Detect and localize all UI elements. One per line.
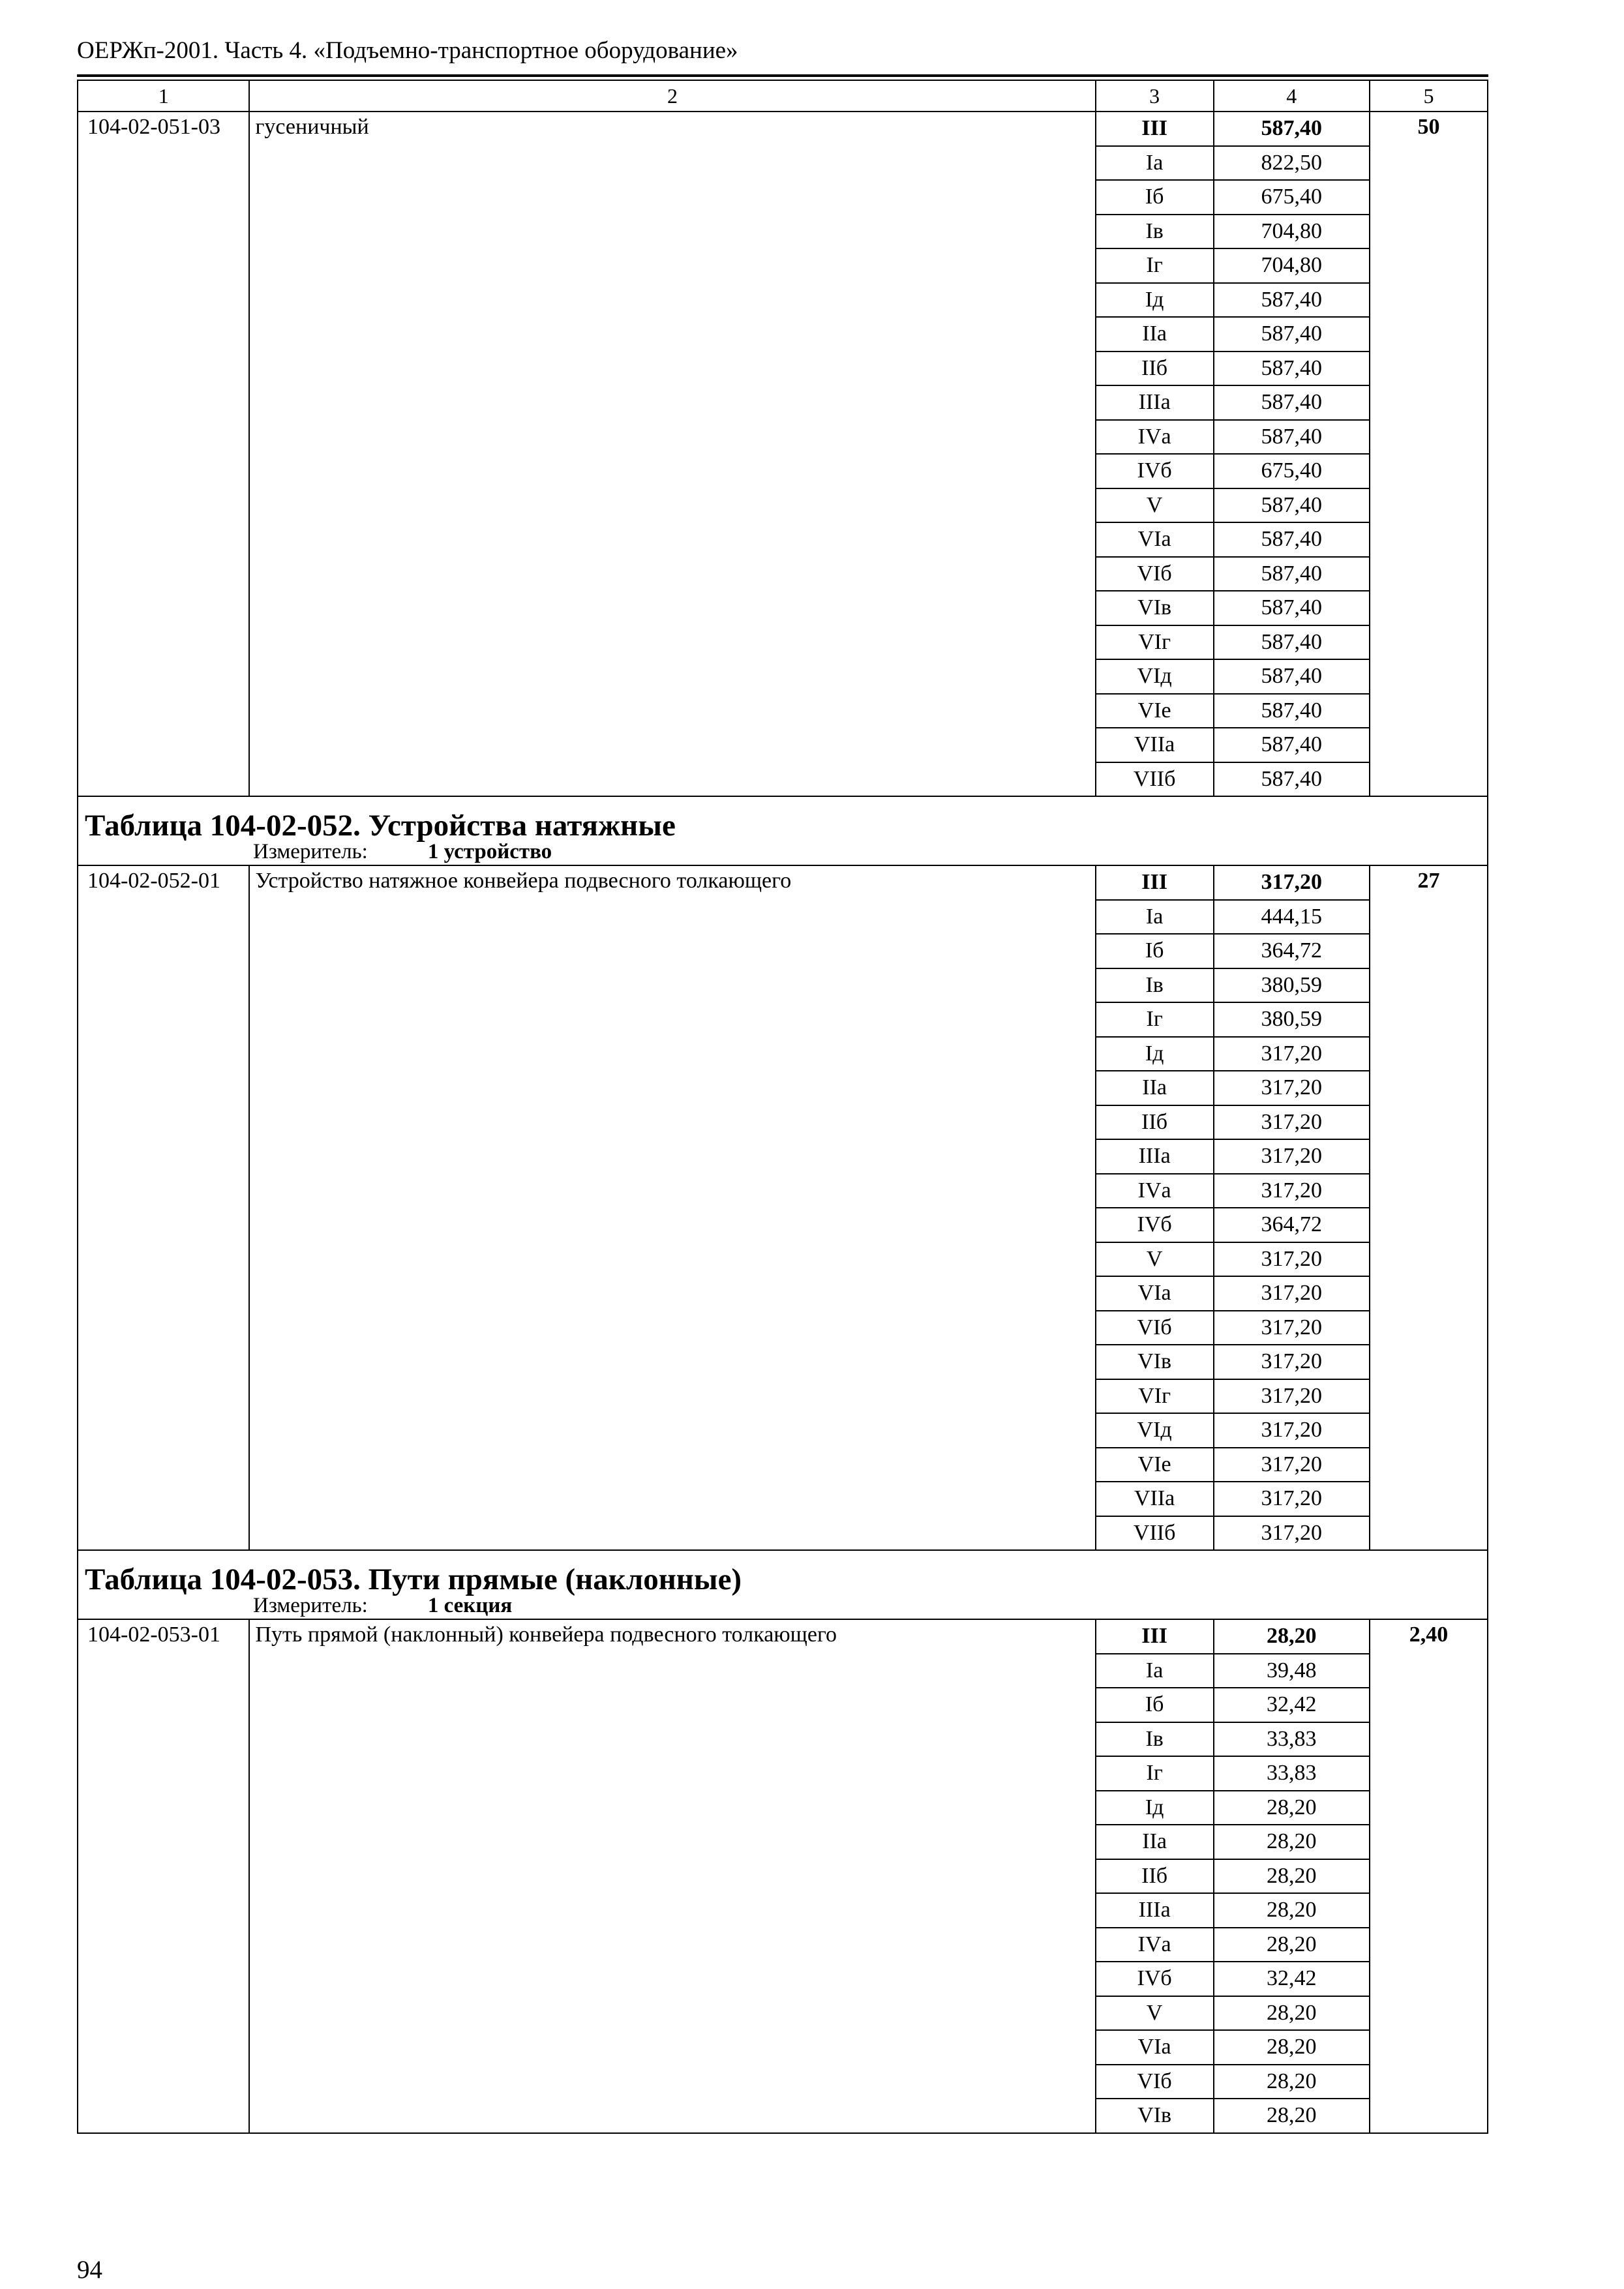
measure-label: Измеритель:	[253, 840, 368, 863]
price-cell: 317,20	[1214, 1139, 1370, 1174]
zone-cell: Iд	[1096, 1791, 1214, 1825]
zone-cell: IVа	[1096, 420, 1214, 455]
price-cell: 317,20	[1214, 865, 1370, 900]
price-cell: 364,72	[1214, 1208, 1370, 1242]
zone-cell: VIв	[1096, 1345, 1214, 1379]
column-number: 3	[1096, 80, 1214, 112]
price-cell: 33,83	[1214, 1756, 1370, 1791]
table-row	[78, 865, 1488, 900]
price-cell: 587,40	[1214, 728, 1370, 762]
price-cell: 822,50	[1214, 146, 1370, 181]
price-cell: 587,40	[1214, 625, 1370, 660]
zone-cell: IVа	[1096, 1928, 1214, 1962]
price-cell: 587,40	[1214, 352, 1370, 386]
page-header: ОЕРЖп-2001. Часть 4. «Подъемно-транспортное оборудование»	[77, 37, 738, 64]
zone-cell: VIа	[1096, 522, 1214, 557]
measure-row	[78, 1595, 1488, 1619]
price-cell: 317,20	[1214, 1105, 1370, 1140]
zone-cell: VIа	[1096, 2030, 1214, 2065]
column-number: 2	[249, 80, 1095, 112]
zone-cell: VIв	[1096, 2099, 1214, 2133]
price-cell: 317,20	[1214, 1516, 1370, 1551]
zone-cell: Iб	[1096, 1688, 1214, 1722]
price-cell: 28,20	[1214, 2065, 1370, 2099]
price-cell: 33,83	[1214, 1722, 1370, 1757]
zone-cell: V	[1096, 488, 1214, 523]
price-cell: 317,20	[1214, 1242, 1370, 1277]
zone-cell: IIIа	[1096, 1893, 1214, 1928]
price-cell: 317,20	[1214, 1037, 1370, 1071]
price-cell: 675,40	[1214, 180, 1370, 215]
column-number-row	[78, 80, 1488, 112]
table-row	[78, 1619, 1488, 1654]
price-cell: 28,20	[1214, 1619, 1370, 1654]
zone-cell: III	[1096, 865, 1214, 900]
measure-value: 1 секция	[427, 1594, 513, 1617]
price-cell: 317,20	[1214, 1379, 1370, 1414]
table-row	[78, 112, 1488, 146]
measure-value: 1 устройство	[427, 840, 552, 863]
zone-cell: Iа	[1096, 1654, 1214, 1688]
zone-cell: VIе	[1096, 694, 1214, 728]
price-cell: 28,20	[1214, 1825, 1370, 1859]
zone-cell: VIг	[1096, 625, 1214, 660]
price-cell: 587,40	[1214, 522, 1370, 557]
zone-cell: III	[1096, 112, 1214, 146]
rate-name: Устройство натяжное конвейера подвесного толкающего	[249, 865, 1095, 1550]
zone-cell: VIд	[1096, 659, 1214, 694]
zone-cell: Iа	[1096, 146, 1214, 181]
zone-cell: Iд	[1096, 1037, 1214, 1071]
zone-cell: Iг	[1096, 248, 1214, 283]
zone-cell: VIб	[1096, 2065, 1214, 2099]
price-cell: 28,20	[1214, 1791, 1370, 1825]
price-cell: 28,20	[1214, 1928, 1370, 1962]
zone-cell: VIIа	[1096, 728, 1214, 762]
zone-cell: VIд	[1096, 1413, 1214, 1448]
price-cell: 28,20	[1214, 2099, 1370, 2133]
price-cell: 704,80	[1214, 248, 1370, 283]
zone-cell: Iв	[1096, 215, 1214, 249]
price-cell: 317,20	[1214, 1174, 1370, 1208]
price-cell: 28,20	[1214, 1996, 1370, 2031]
price-cell: 704,80	[1214, 215, 1370, 249]
unit-value: 2,40	[1370, 1619, 1488, 2133]
zone-cell: VIв	[1096, 591, 1214, 625]
price-cell: 317,20	[1214, 1413, 1370, 1448]
price-cell: 28,20	[1214, 1893, 1370, 1928]
price-cell: 587,40	[1214, 694, 1370, 728]
price-cell: 39,48	[1214, 1654, 1370, 1688]
price-cell: 317,20	[1214, 1071, 1370, 1105]
price-cell: 675,40	[1214, 454, 1370, 488]
price-cell: 28,20	[1214, 1859, 1370, 1894]
zone-cell: IIб	[1096, 1105, 1214, 1140]
zone-cell: VIIб	[1096, 762, 1214, 797]
price-cell: 587,40	[1214, 762, 1370, 797]
rate-name: Путь прямой (наклонный) конвейера подвесного толкающего	[249, 1619, 1095, 2133]
page-number: 94	[77, 2256, 102, 2284]
zone-cell: VIг	[1096, 1379, 1214, 1414]
section-title-row	[78, 1550, 1488, 1595]
price-cell: 364,72	[1214, 934, 1370, 968]
zone-cell: IVб	[1096, 454, 1214, 488]
zone-cell: III	[1096, 1619, 1214, 1654]
zone-cell: IIа	[1096, 1071, 1214, 1105]
price-cell: 587,40	[1214, 659, 1370, 694]
price-cell: 587,40	[1214, 488, 1370, 523]
column-number: 4	[1214, 80, 1370, 112]
zone-cell: VIб	[1096, 557, 1214, 591]
zone-cell: IIб	[1096, 1859, 1214, 1894]
zone-cell: IIIа	[1096, 1139, 1214, 1174]
zone-cell: Iа	[1096, 900, 1214, 935]
price-cell: 32,42	[1214, 1962, 1370, 1996]
zone-cell: V	[1096, 1996, 1214, 2031]
price-cell: 380,59	[1214, 1002, 1370, 1037]
rate-code: 104-02-053-01	[78, 1619, 249, 2133]
zone-cell: IIа	[1096, 1825, 1214, 1859]
price-cell: 587,40	[1214, 317, 1370, 352]
zone-cell: VIа	[1096, 1276, 1214, 1311]
zone-cell: VIе	[1096, 1448, 1214, 1482]
header-rule	[77, 74, 1488, 77]
price-cell: 317,20	[1214, 1448, 1370, 1482]
price-cell: 587,40	[1214, 385, 1370, 420]
zone-cell: VIб	[1096, 1311, 1214, 1345]
measure-label: Измеритель:	[253, 1594, 368, 1617]
rate-code: 104-02-052-01	[78, 865, 249, 1550]
rates-table	[77, 80, 1488, 2134]
zone-cell: VIIа	[1096, 1482, 1214, 1516]
zone-cell: Iг	[1096, 1756, 1214, 1791]
measure-cell	[78, 841, 1488, 865]
unit-value: 27	[1370, 865, 1488, 1550]
zone-cell: V	[1096, 1242, 1214, 1277]
price-cell: 317,20	[1214, 1345, 1370, 1379]
price-cell: 587,40	[1214, 112, 1370, 146]
column-number: 5	[1370, 80, 1488, 112]
zone-cell: IVб	[1096, 1962, 1214, 1996]
zone-cell: Iб	[1096, 180, 1214, 215]
zone-cell: Iв	[1096, 1722, 1214, 1757]
zone-cell: Iб	[1096, 934, 1214, 968]
measure-cell	[78, 1595, 1488, 1619]
zone-cell: Iд	[1096, 283, 1214, 318]
zone-cell: IIб	[1096, 352, 1214, 386]
section-title: Таблица 104-02-053. Пути прямые (наклонные)	[78, 1550, 1488, 1595]
measure-row	[78, 841, 1488, 865]
price-cell: 587,40	[1214, 591, 1370, 625]
rate-name: гусеничный	[249, 112, 1095, 796]
column-number: 1	[78, 80, 249, 112]
zone-cell: IIа	[1096, 317, 1214, 352]
price-cell: 587,40	[1214, 557, 1370, 591]
price-cell: 317,20	[1214, 1276, 1370, 1311]
zone-cell: IIIа	[1096, 385, 1214, 420]
price-cell: 317,20	[1214, 1482, 1370, 1516]
price-cell: 28,20	[1214, 2030, 1370, 2065]
price-cell: 317,20	[1214, 1311, 1370, 1345]
zone-cell: IVа	[1096, 1174, 1214, 1208]
zone-cell: Iг	[1096, 1002, 1214, 1037]
section-title-row	[78, 796, 1488, 841]
zone-cell: Iв	[1096, 968, 1214, 1003]
zone-cell: IVб	[1096, 1208, 1214, 1242]
rate-code: 104-02-051-03	[78, 112, 249, 796]
unit-value: 50	[1370, 112, 1488, 796]
price-cell: 444,15	[1214, 900, 1370, 935]
price-cell: 587,40	[1214, 420, 1370, 455]
price-cell: 380,59	[1214, 968, 1370, 1003]
section-title: Таблица 104-02-052. Устройства натяжные	[78, 796, 1488, 841]
price-cell: 32,42	[1214, 1688, 1370, 1722]
price-cell: 587,40	[1214, 283, 1370, 318]
zone-cell: VIIб	[1096, 1516, 1214, 1551]
